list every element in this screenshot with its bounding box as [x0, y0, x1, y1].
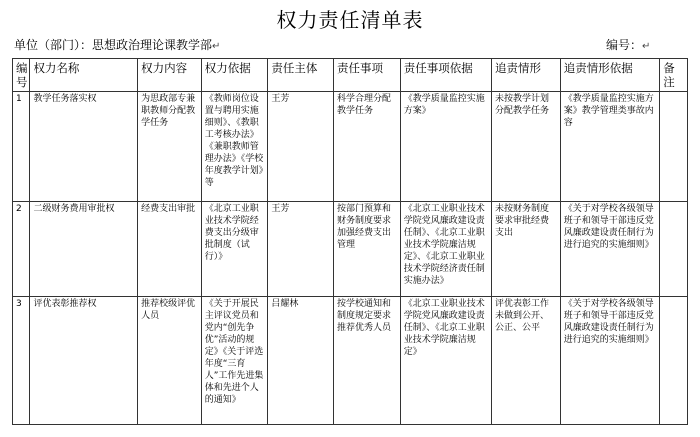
responsibility-matter-cell: 按学校通知和制度规定要求推荐优秀人员: [334, 297, 401, 425]
number-label: 编号：↵: [606, 38, 651, 52]
accountability-cell: 未按教学计划分配教学任务: [492, 92, 561, 202]
power-name-cell: 教学任务落实权: [30, 92, 138, 202]
note-cell: [660, 92, 688, 202]
accountability-cell: 未按财务制度要求审批经费支出: [492, 202, 561, 297]
power-content-cell: 为思政部专兼职教师分配教学任务: [138, 92, 202, 202]
header-cell: 备注: [660, 59, 688, 92]
header-cell: 编号: [13, 59, 30, 92]
header-cell: 追责情形: [492, 59, 561, 92]
header-cell: 责任事项: [334, 59, 401, 92]
table-header-row: [13, 59, 688, 92]
power-content-cell: 推荐校级评优人员: [138, 297, 202, 425]
responsible-subject-cell: 王芳: [268, 202, 334, 297]
accountability-cell: 评优表彰工作未做到公开、公正、公平: [492, 297, 561, 425]
accountability-basis-cell: 《教学质量监控实施方案》教学管理类事故内容: [560, 92, 660, 202]
table-row: [13, 297, 688, 425]
power-basis-cell: 《北京工业职业技术学院经费支出分级审批制度（试行）》: [201, 202, 268, 297]
header-cell: 权力依据: [201, 59, 268, 92]
accountability-basis-cell: 《关于对学校各级领导班子和领导干部违反党风廉政建设责任制行为进行追究的实施细则》: [560, 202, 660, 297]
matter-basis-cell: 《北京工业职业技术学院党风廉政建设责任制》、《北京工业职业技术学院廉洁规定》: [400, 297, 491, 425]
responsible-subject-cell: 吕耀林: [268, 297, 334, 425]
header-cell: 责任主体: [268, 59, 334, 92]
power-name-cell: 二级财务费用审批权: [30, 202, 138, 297]
row-number: 3: [13, 297, 30, 425]
table-row: [13, 92, 688, 202]
power-content-cell: 经费支出审批: [138, 202, 202, 297]
power-name-cell: 评优表彰推荐权: [30, 297, 138, 425]
power-basis-cell: 《教师岗位设置与聘用实施细则》、《教职工考核办法》《兼职教师管理办法》《学校年度教学计划》等: [201, 92, 268, 202]
matter-basis-cell: 《北京工业职业技术学院党风廉政建设责任制》、《北京工业职业技术学院廉洁规定》、《北京工业职业技术学院经济责任制实施办法》: [400, 202, 491, 297]
power-basis-cell: 《关于开展民主评议党员和党内“创先争优”活动的规定》《关于评选年度“三育人”工作先进集体和先进个人的通知》: [201, 297, 268, 425]
header-cell: 责任事项依据: [400, 59, 491, 92]
row-number: 1: [13, 92, 30, 202]
table-row: [13, 202, 688, 297]
document-title: 权力责任清单表: [276, 8, 424, 32]
unit-label: 单位（部门）：思想政治理论课教学部↵: [14, 38, 221, 52]
accountability-basis-cell: 《关于对学校各级领导班子和领导干部违反党风廉政建设责任制行为进行追究的实施细则》: [560, 297, 660, 425]
row-number: 2: [13, 202, 30, 297]
responsibility-matter-cell: 按部门预算和财务制度要求加强经费支出管理: [334, 202, 401, 297]
note-cell: [660, 202, 688, 297]
header-cell: 追责情形依据: [560, 59, 660, 92]
header-cell: 权力内容: [138, 59, 202, 92]
note-cell: [660, 297, 688, 425]
matter-basis-cell: 《教学质量监控实施方案》: [400, 92, 491, 202]
responsibility-matter-cell: 科学合理分配教学任务: [334, 92, 401, 202]
header-cell: 权力名称: [30, 59, 138, 92]
responsible-subject-cell: 王芳: [268, 92, 334, 202]
responsibility-table: [12, 58, 688, 425]
